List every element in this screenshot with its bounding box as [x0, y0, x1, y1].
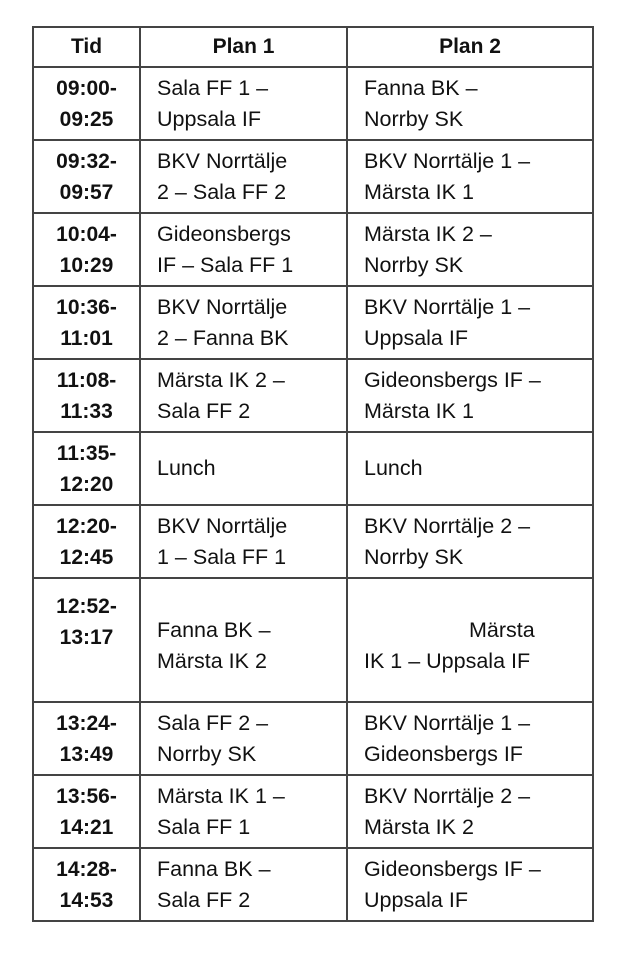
time-cell: 12:52- 13:17 — [33, 578, 140, 702]
time-cell: 12:20- 12:45 — [33, 505, 140, 578]
table-row — [33, 359, 593, 432]
table-row — [33, 848, 593, 921]
plan-2-cell: BKV Norrtälje 1 – Märsta IK 1 — [347, 140, 593, 213]
plan-1-cell: Fanna BK – Märsta IK 2 — [140, 578, 347, 702]
plan-2-cell: BKV Norrtälje 1 – Uppsala IF — [347, 286, 593, 359]
table-row-lunch — [33, 432, 593, 505]
plan-2-cell: Lunch — [347, 432, 593, 505]
plan-2-cell: BKV Norrtälje 1 – Gideonsbergs IF — [347, 702, 593, 775]
plan-1-cell: BKV Norrtälje 2 – Fanna BK — [140, 286, 347, 359]
table-row — [33, 578, 593, 702]
header-row — [33, 27, 593, 67]
plan-1-cell: Sala FF 2 – Norrby SK — [140, 702, 347, 775]
header-plan-1: Plan 1 — [140, 27, 347, 67]
time-cell: 09:00- 09:25 — [33, 67, 140, 140]
time-cell: 09:32- 09:57 — [33, 140, 140, 213]
table-row — [33, 505, 593, 578]
plan-2-cell: BKV Norrtälje 2 – Märsta IK 2 — [347, 775, 593, 848]
plan-2-cell: Fanna BK – Norrby SK — [347, 67, 593, 140]
plan-2-cell: Märsta IK 2 – Norrby SK — [347, 213, 593, 286]
header-plan-2: Plan 2 — [347, 27, 593, 67]
header-time: Tid — [33, 27, 140, 67]
plan-1-cell: BKV Norrtälje 1 – Sala FF 1 — [140, 505, 347, 578]
time-cell: 10:04- 10:29 — [33, 213, 140, 286]
plan-1-cell: BKV Norrtälje 2 – Sala FF 2 — [140, 140, 347, 213]
plan-2-cell: Märsta IK 1 – Uppsala IF — [347, 578, 593, 702]
plan-2-cell: Gideonsbergs IF – Uppsala IF — [347, 848, 593, 921]
table-row — [33, 775, 593, 848]
schedule-table — [32, 26, 594, 922]
table-row — [33, 67, 593, 140]
plan-1-cell: Lunch — [140, 432, 347, 505]
plan-1-cell: Gideonsbergs IF – Sala FF 1 — [140, 213, 347, 286]
time-cell: 13:56- 14:21 — [33, 775, 140, 848]
plan-1-cell: Fanna BK – Sala FF 2 — [140, 848, 347, 921]
table-row — [33, 140, 593, 213]
table-row — [33, 702, 593, 775]
plan-2-cell: BKV Norrtälje 2 – Norrby SK — [347, 505, 593, 578]
time-cell: 10:36- 11:01 — [33, 286, 140, 359]
table-row — [33, 286, 593, 359]
plan-1-cell: Märsta IK 2 – Sala FF 2 — [140, 359, 347, 432]
plan-1-cell: Sala FF 1 – Uppsala IF — [140, 67, 347, 140]
time-cell: 13:24- 13:49 — [33, 702, 140, 775]
plan-1-cell: Märsta IK 1 – Sala FF 1 — [140, 775, 347, 848]
time-cell: 11:08- 11:33 — [33, 359, 140, 432]
plan-2-cell: Gideonsbergs IF – Märsta IK 1 — [347, 359, 593, 432]
time-cell: 14:28- 14:53 — [33, 848, 140, 921]
table-row — [33, 213, 593, 286]
time-cell: 11:35- 12:20 — [33, 432, 140, 505]
